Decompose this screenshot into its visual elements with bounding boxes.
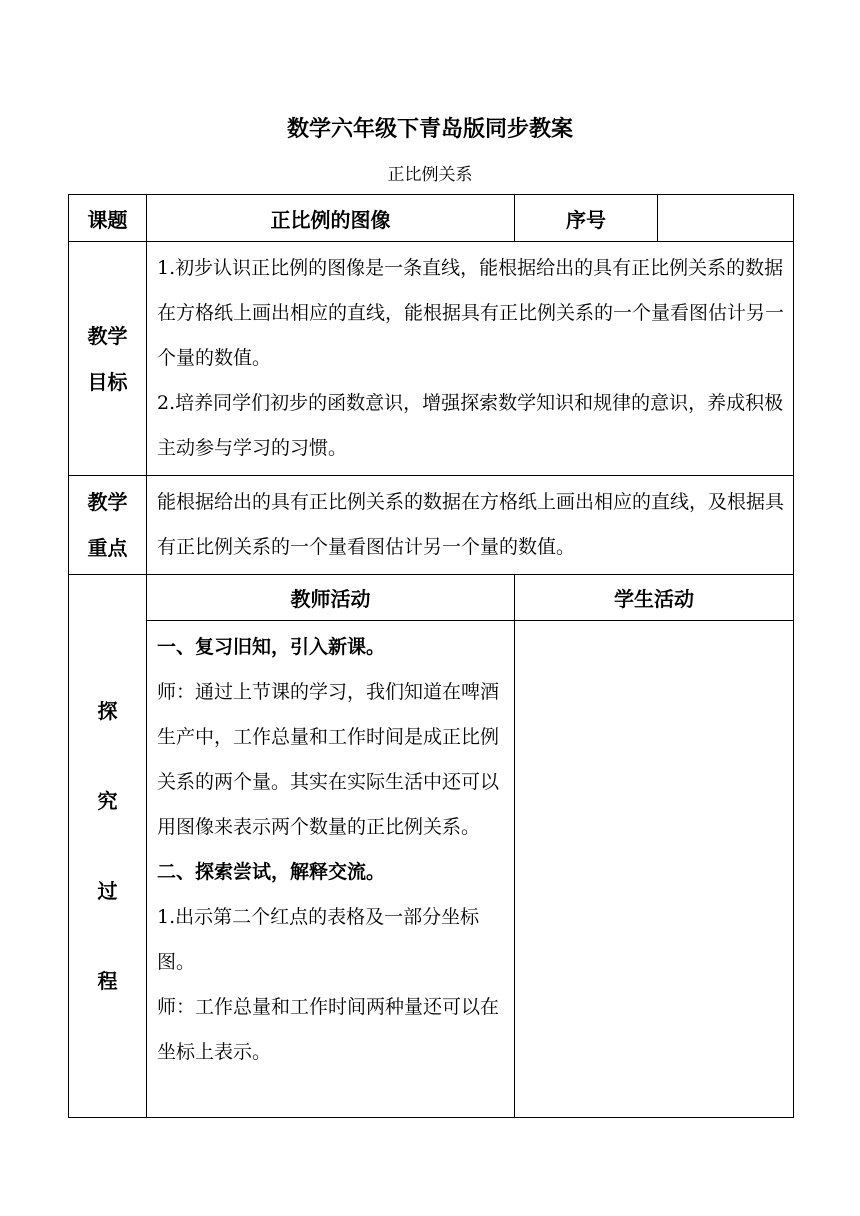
process-label-char: 探 bbox=[97, 699, 118, 723]
teacher-paragraph: 师：通过上节课的学习，我们知道在啤酒生产中，工作总量和工作时间是成正比例关系的两个量。其实在实际生活中还可以用图像来表示两个数量的正比例关系。 bbox=[157, 681, 500, 838]
key-points-label-line2: 重点 bbox=[87, 536, 128, 560]
goals-label bbox=[69, 242, 147, 476]
document-subtitle: 正比例关系 bbox=[387, 165, 473, 185]
header-row bbox=[69, 195, 794, 242]
key-points-text: 能根据给出的具有正比例关系的数据在方格纸上画出相应的直线，及根据具有正比例关系的一个量看图估计另一个量的数值。 bbox=[157, 491, 785, 558]
process-header-row bbox=[69, 575, 794, 621]
teacher-activity-header: 教师活动 bbox=[147, 575, 515, 621]
seq-label: 序号 bbox=[515, 195, 658, 242]
document-title: 数学六年级下青岛版同步教案 bbox=[286, 117, 573, 142]
section-heading: 一、复习旧知，引入新课。 bbox=[157, 636, 386, 658]
topic-value: 正比例的图像 bbox=[147, 195, 515, 242]
goal-item-1: 1.初步认识正比例的图像是一条直线，能根据给出的具有正比例关系的数据在方格纸上画出相应的直线，能根据具有正比例关系的一个量看图估计另一个量的数值。 bbox=[157, 257, 785, 369]
goals-label-line1: 教学 bbox=[87, 323, 128, 348]
teacher-paragraph: 师：工作总量和工作时间两种量还可以在坐标上表示。 bbox=[157, 996, 500, 1063]
student-activity-content bbox=[515, 621, 794, 1118]
key-points-content bbox=[147, 476, 794, 575]
goals-content bbox=[147, 242, 794, 476]
key-points-label-line1: 教学 bbox=[87, 490, 128, 514]
process-label-char: 究 bbox=[97, 789, 118, 813]
teacher-paragraph: 1.出示第二个红点的表格及一部分坐标图。 bbox=[157, 906, 480, 973]
process-content-row bbox=[69, 621, 794, 1118]
process-label-char: 过 bbox=[97, 879, 118, 903]
section-heading: 二、探索尝试，解释交流。 bbox=[157, 861, 386, 883]
lesson-plan-table bbox=[68, 194, 794, 1118]
teacher-activity-content bbox=[147, 621, 515, 1118]
topic-label: 课题 bbox=[69, 195, 147, 242]
goals-row bbox=[69, 242, 794, 476]
key-points-label bbox=[69, 476, 147, 575]
process-label bbox=[69, 575, 147, 1118]
goal-item-2: 2.培养同学们初步的函数意识，增强探索数学知识和规律的意识，养成积极主动参与学习的习惯。 bbox=[157, 392, 784, 459]
seq-value bbox=[658, 195, 794, 242]
key-points-row bbox=[69, 476, 794, 575]
student-activity-header: 学生活动 bbox=[515, 575, 794, 621]
process-label-char: 程 bbox=[97, 969, 118, 993]
goals-label-line2: 目标 bbox=[87, 369, 128, 394]
